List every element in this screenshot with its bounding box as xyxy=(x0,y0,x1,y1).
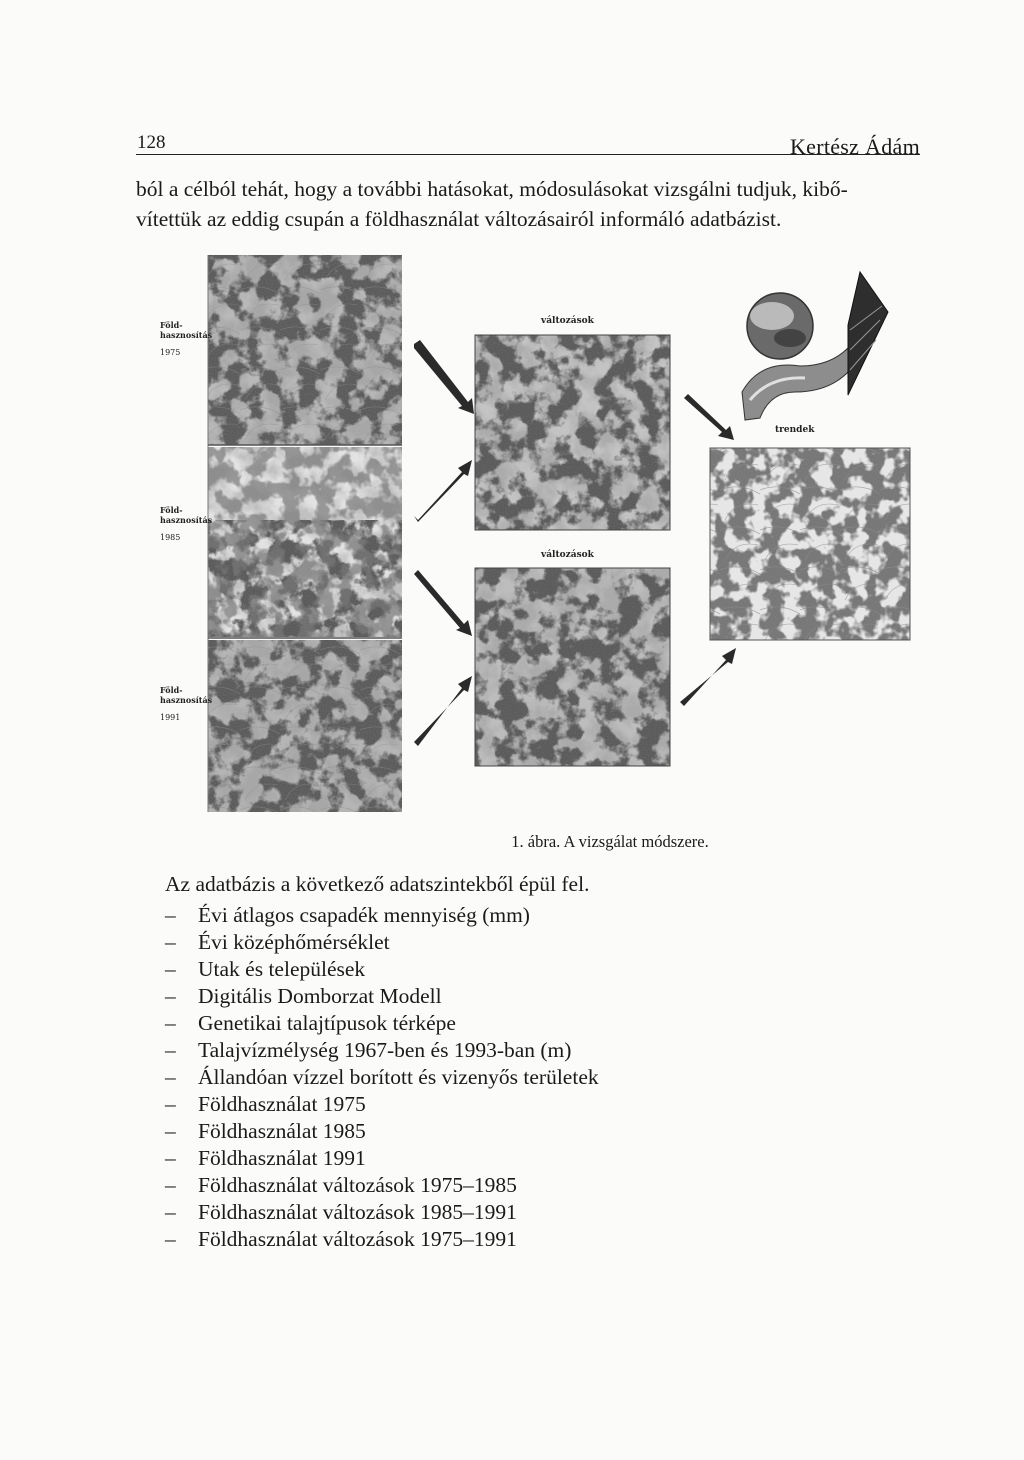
running-head-author: Kertész Ádám xyxy=(789,134,920,159)
list-item: – Digitális Domborzat Modell xyxy=(165,984,442,1008)
intro-line-2: vítettük az eddig csupán a földhasználat változásairól informáló adatbázist. xyxy=(136,207,782,231)
list-intro: Az adatbázis a következő adatszintekből épül fel. xyxy=(165,872,590,896)
panel-label-1975 xyxy=(160,320,212,358)
list-item: – Utak és települések xyxy=(165,957,366,981)
list-item: – Földhasználat változások 1975–1985 xyxy=(165,1173,517,1197)
landuse-map-1985 xyxy=(208,447,402,637)
intro-line-1: ból a célból tehát, hogy a további hatásokat, módosulásokat vizsgálni tudjuk, kibő- xyxy=(136,177,848,201)
panel-label-1985-line2: hasznosítás xyxy=(160,515,213,525)
landuse-map-1991 xyxy=(208,640,402,812)
panel-label-1985-line1: Föld- xyxy=(160,505,183,515)
panel-label-1975-line2: hasznosítás xyxy=(160,330,213,340)
list-item: – Földhasználat 1991 xyxy=(165,1146,366,1170)
landuse-map-1975 xyxy=(208,255,402,445)
panel-label-1991-year: 1991 xyxy=(160,713,181,722)
list-item: – Talajvízmélység 1967-ben és 1993-ban (m) xyxy=(165,1038,572,1062)
list-item: – Évi középhőmérséklet xyxy=(165,930,390,954)
panel-label-1985-year: 1985 xyxy=(160,533,181,542)
list-item: – Genetikai talajtípusok térképe xyxy=(165,1011,456,1035)
list-item: – Évi átlagos csapadék mennyiség (mm) xyxy=(165,903,530,927)
figure-caption xyxy=(0,832,1024,852)
panel-label-1991-line2: hasznosítás xyxy=(160,695,213,705)
list-item: – Földhasználat változások 1985–1991 xyxy=(165,1200,517,1224)
panel-label-1991 xyxy=(160,685,212,723)
figure-caption-text: 1. ábra. A vizsgálat módszere. xyxy=(511,832,709,851)
satellite-globe-illustration xyxy=(742,272,888,420)
list-item: – Földhasználat 1975 xyxy=(165,1092,366,1116)
change-label-2: változások xyxy=(541,550,594,560)
trend-label: trendek xyxy=(775,425,815,435)
panel-label-1991-line1: Föld- xyxy=(160,685,183,695)
change-map-1975-1985 xyxy=(475,335,670,530)
list-item: – Állandóan vízzel borított és vizenyős területek xyxy=(165,1065,599,1089)
panel-label-1985 xyxy=(160,505,212,543)
panel-label-1975-line1: Föld- xyxy=(160,320,183,330)
page-number: 128 xyxy=(137,132,166,153)
change-label-1: változások xyxy=(541,316,594,326)
change-map-1985-1991 xyxy=(475,568,670,766)
list-item: – Földhasználat 1985 xyxy=(165,1119,366,1143)
panel-label-1975-year: 1975 xyxy=(160,348,181,357)
data-layer-list xyxy=(165,902,599,1253)
trend-map xyxy=(710,448,910,640)
list-item: – Földhasználat változások 1975–1991 xyxy=(165,1227,517,1251)
